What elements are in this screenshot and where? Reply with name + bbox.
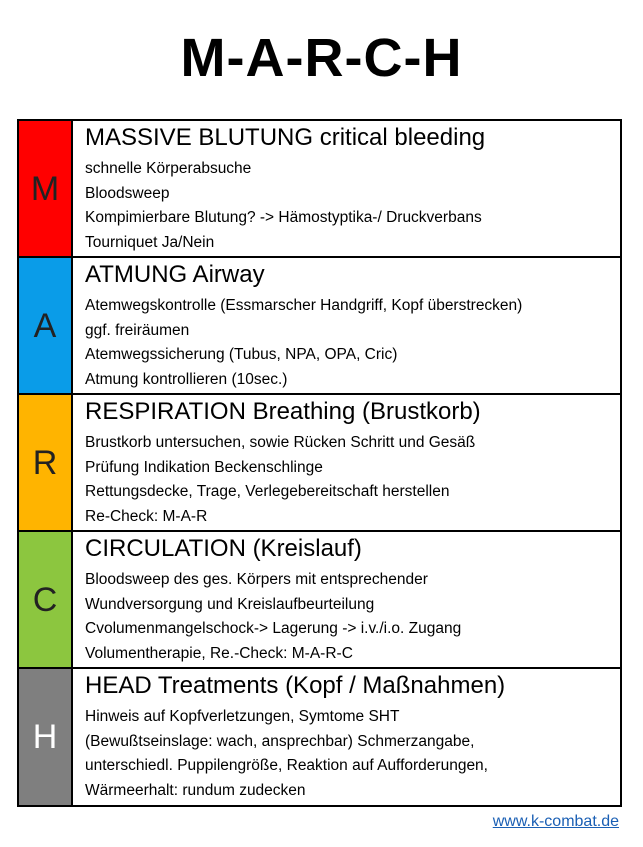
march-table [17,119,622,807]
row-heading: RESPIRATION Breathing (Brustkorb) [85,398,481,425]
row-line: schnelle Körperabsuche [85,160,252,177]
letter-cell-a: A [19,258,73,393]
page-title: M-A-R-C-H [180,28,463,88]
letter-cell-h: H [19,669,73,805]
row-line: Prüfung Indikation Beckenschlinge [85,458,323,476]
row-line: Volumentherapie, Re.-Check: M-A-R-C [85,644,353,662]
row-circulation [19,532,620,669]
row-airway [19,258,620,395]
website-link[interactable]: www.k-combat.de [492,813,619,830]
content-cell-c [73,532,620,667]
letter-cell-c: C [19,532,73,667]
row-line: Hinweis auf Kopfverletzungen, Symtome SHT [85,708,400,725]
row-heading: HEAD Treatments (Kopf / Maßnahmen) [85,672,506,699]
row-line: Bloodsweep [85,184,170,202]
row-line: Atemwegskontrolle (Essmarscher Handgriff, Kopf überstrecken) [85,297,523,314]
row-respiration [19,395,620,532]
row-line: Kompimierbare Blutung? -> Hämostyptika-/ Druckverbans [85,209,482,226]
content-cell-r [73,395,620,530]
row-line: unterschiedl. Puppilengröße, Reaktion auf Aufforderungen, [85,757,488,774]
content-cell-m [73,121,620,256]
row-heading: MASSIVE BLUTUNG critical bleeding [85,124,486,151]
row-line: ggf. freiräumen [85,321,190,339]
row-heading: ATMUNG Airway [85,261,265,288]
letter-cell-r: R [19,395,73,530]
row-line: Tourniquet Ja/Nein [85,233,215,251]
content-cell-h [73,669,620,805]
row-line: Rettungsdecke, Trage, Verlegebereitschaft herstellen [85,483,450,500]
row-line: Atmung kontrollieren (10sec.) [85,370,288,388]
row-line: Bloodsweep des ges. Körpers mit entsprechender [85,571,428,588]
row-line: Wärmeerhalt: rundum zudecken [85,781,306,799]
row-line: Wundversorgung und Kreislaufbeurteilung [85,595,375,613]
letter-cell-m: M [19,121,73,256]
row-line: (Bewußtseinslage: wach, ansprechbar) Schmerzangabe, [85,732,475,750]
row-head-treatments [19,669,620,805]
row-massive-bleeding [19,121,620,258]
row-line: Re-Check: M-A-R [85,507,208,525]
row-line: Brustkorb untersuchen, sowie Rücken Schritt und Gesäß [85,434,476,451]
row-line: Atemwegssicherung (Tubus, NPA, OPA, Cric) [85,346,398,363]
row-line: Cvolumenmangelschock-> Lagerung -> i.v./i.o. Zugang [85,620,462,637]
row-heading: CIRCULATION (Kreislauf) [85,535,362,562]
content-cell-a [73,258,620,393]
